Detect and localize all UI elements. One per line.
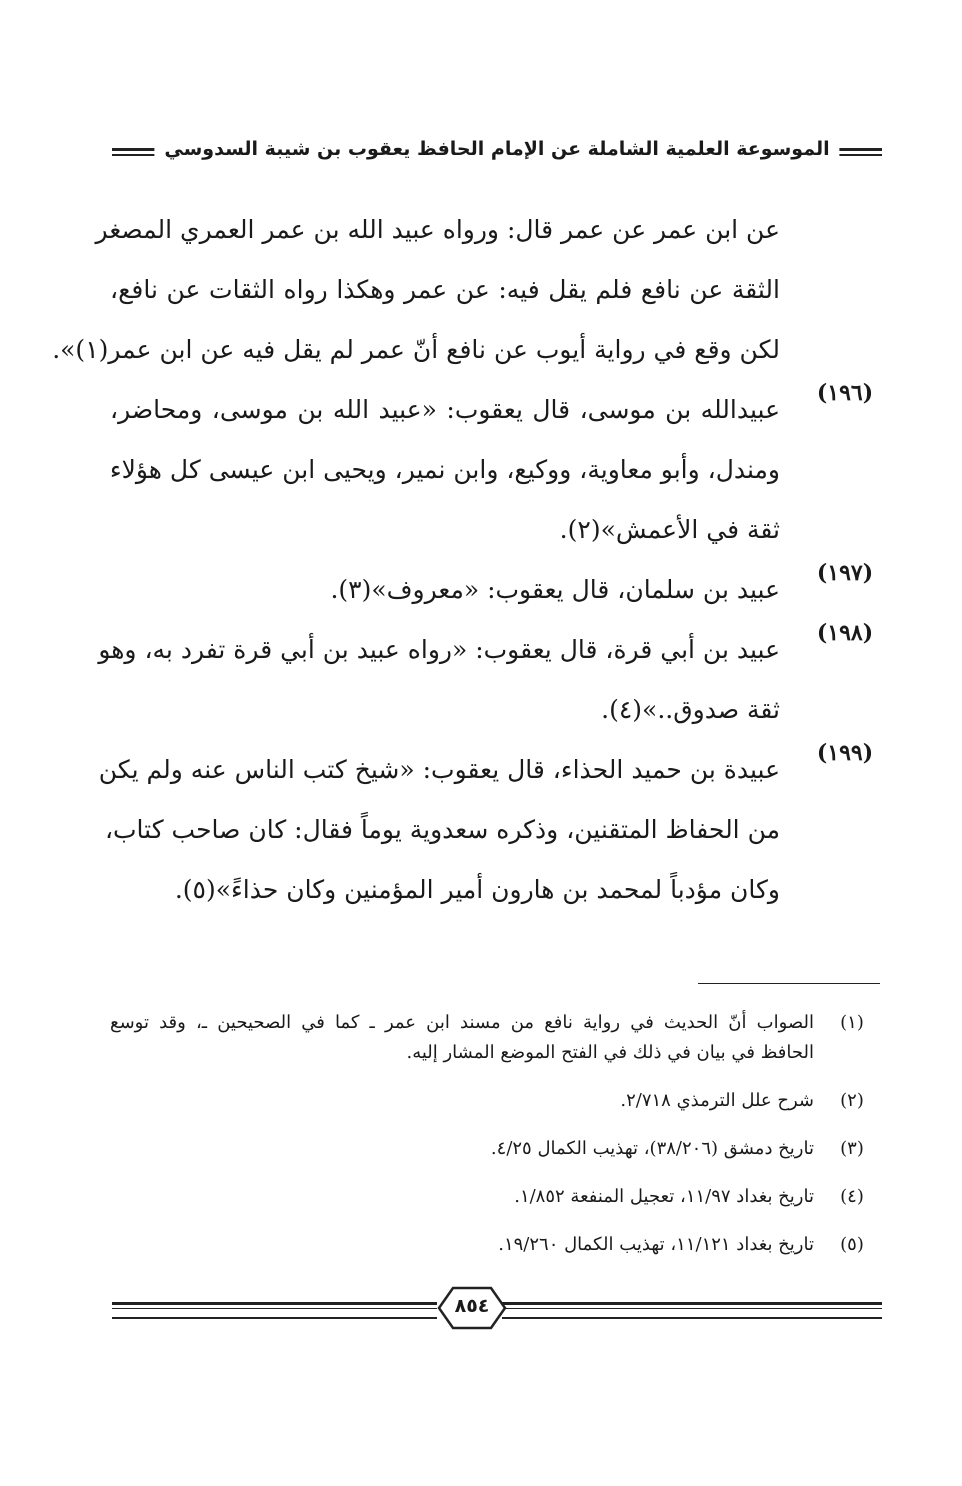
header-title: الموسوعة العلمية الشاملة عن الإمام الحافظ يعقوب بن شيبة السدوسي xyxy=(154,138,839,160)
text-line: ومندل، وأبو معاوية، ووكيع، وابن نمير، ويحيى ابن عيسى كل هؤلاء xyxy=(109,455,780,484)
footnote-line: تاريخ بغداد ١١/٩٧، تعجيل المنفعة ١/٨٥٢. xyxy=(514,1186,814,1207)
footnote-5 xyxy=(110,1230,880,1260)
text-line: الثقة عن نافع فلم يقل فيه: عن عمر وهكذا رواه الثقات عن نافع، xyxy=(110,275,780,304)
text-line: عن ابن عمر عن عمر قال: ورواه عبيد الله بن عمر العمري المصغر xyxy=(95,215,780,244)
footnote-number: (٣) xyxy=(840,1138,864,1159)
footer-rule-right xyxy=(502,1302,882,1319)
entry-197 xyxy=(110,560,880,620)
footnote-line: الحافظ في بيان في ذلك في الفتح الموضع المشار إليه. xyxy=(406,1042,814,1063)
footnotes xyxy=(110,1008,880,1260)
footnote-number: (٢) xyxy=(840,1090,864,1111)
page-number: ٨٥٤ xyxy=(454,1295,490,1317)
entry-number: (١٩٨) xyxy=(816,620,874,646)
text-line: عبيد بن أبي قرة، قال يعقوب: «رواه عبيد بن أبي قرة تفرد به، وهو xyxy=(98,635,780,664)
text-line: ثقة في الأعمش»(٢). xyxy=(559,515,780,544)
footnote-line: شرح علل الترمذي ٢/٧١٨. xyxy=(620,1090,814,1111)
text-line: من الحفاظ المتقنين، وذكره سعدوية يوماً فقال: كان صاحب كتاب، xyxy=(104,815,780,844)
page-number-frame xyxy=(437,1285,507,1331)
main-text xyxy=(52,200,880,920)
text-line: وكان مؤدباً لمحمد بن هارون أمير المؤمنين وكان حذاءً»(٥). xyxy=(174,875,780,904)
footnote-separator xyxy=(698,983,880,984)
entry-198 xyxy=(98,620,880,740)
footnote-line: تاريخ بغداد ١١/١٢١، تهذيب الكمال ١٩/٢٦٠. xyxy=(498,1234,814,1255)
footnote-3 xyxy=(110,1134,880,1164)
intro-paragraph xyxy=(52,200,780,380)
text-line: عبيدة بن حميد الحذاء، قال يعقوب: «شيخ كتب الناس عنه ولم يكن xyxy=(98,755,780,784)
page-footer xyxy=(112,1285,882,1331)
footnote-1 xyxy=(110,1008,880,1068)
footnote-line: تاريخ دمشق (٣٨/٢٠٦)، تهذيب الكمال ٤/٢٥. xyxy=(490,1138,814,1159)
entry-number: (١٩٦) xyxy=(816,380,874,406)
entry-196 xyxy=(110,380,880,560)
footnote-number: (٥) xyxy=(840,1234,864,1255)
text-line: ثقة صدوق..»(٤). xyxy=(601,695,780,724)
footnote-4 xyxy=(110,1182,880,1212)
text-line: عبيد بن سلمان، قال يعقوب: «معروف»(٣). xyxy=(330,575,780,604)
entry-number: (١٩٧) xyxy=(816,560,874,586)
footnote-line: الصواب أنّ الحديث في رواية نافع من مسند ابن عمر ـ كما في الصحيحين ـ، وقد توسع xyxy=(110,1012,814,1033)
footnote-2 xyxy=(110,1086,880,1116)
text-line: عبيدالله بن موسى، قال يعقوب: «عبيد الله بن موسى، ومحاضر، xyxy=(110,395,780,424)
footnote-number: (٤) xyxy=(840,1186,864,1207)
footer-rule-left xyxy=(112,1302,437,1319)
entry-199 xyxy=(98,740,880,920)
footnote-number: (١) xyxy=(840,1012,864,1033)
text-line: لكن وقع في رواية أيوب عن نافع أنّ عمر لم يقل فيه عن ابن عمر(١)». xyxy=(52,335,780,364)
entry-number: (١٩٩) xyxy=(816,740,874,766)
running-header xyxy=(112,132,882,172)
